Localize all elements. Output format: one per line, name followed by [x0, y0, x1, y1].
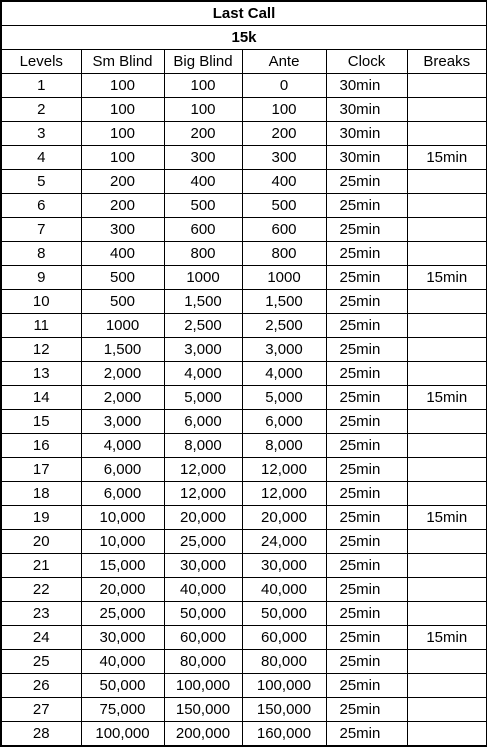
clock-cell: 25min: [326, 482, 407, 506]
sm-blind-cell: 2,000: [81, 362, 164, 386]
level-cell: 12: [1, 338, 81, 362]
header-big-blind: Big Blind: [164, 50, 242, 74]
level-cell: 24: [1, 626, 81, 650]
level-cell: 2: [1, 98, 81, 122]
clock-cell: 25min: [326, 266, 407, 290]
ante-cell: 8,000: [242, 434, 326, 458]
sm-blind-cell: 10,000: [81, 530, 164, 554]
clock-cell: 25min: [326, 314, 407, 338]
table-row: [1, 98, 487, 122]
big-blind-cell: 3,000: [164, 338, 242, 362]
sm-blind-cell: 100: [81, 74, 164, 98]
sm-blind-cell: 20,000: [81, 578, 164, 602]
sm-blind-cell: 100: [81, 98, 164, 122]
sm-blind-cell: 1,500: [81, 338, 164, 362]
level-cell: 5: [1, 170, 81, 194]
level-cell: 7: [1, 218, 81, 242]
level-cell: 19: [1, 506, 81, 530]
ante-cell: 6,000: [242, 410, 326, 434]
table-row: [1, 146, 487, 170]
level-cell: 15: [1, 410, 81, 434]
clock-cell: 25min: [326, 698, 407, 722]
sm-blind-cell: 10,000: [81, 506, 164, 530]
table-row: [1, 410, 487, 434]
breaks-cell: [407, 122, 487, 146]
ante-cell: 2,500: [242, 314, 326, 338]
big-blind-cell: 600: [164, 218, 242, 242]
ante-cell: 160,000: [242, 722, 326, 747]
ante-cell: 600: [242, 218, 326, 242]
subtitle-row: [1, 26, 487, 50]
big-blind-cell: 25,000: [164, 530, 242, 554]
table-row: [1, 290, 487, 314]
sm-blind-cell: 100,000: [81, 722, 164, 747]
big-blind-cell: 30,000: [164, 554, 242, 578]
big-blind-cell: 40,000: [164, 578, 242, 602]
level-cell: 9: [1, 266, 81, 290]
big-blind-cell: 12,000: [164, 482, 242, 506]
breaks-cell: [407, 458, 487, 482]
table-row: [1, 386, 487, 410]
ante-cell: 300: [242, 146, 326, 170]
ante-cell: 400: [242, 170, 326, 194]
table-row: [1, 362, 487, 386]
sm-blind-cell: 25,000: [81, 602, 164, 626]
breaks-cell: [407, 170, 487, 194]
clock-cell: 30min: [326, 146, 407, 170]
level-cell: 20: [1, 530, 81, 554]
breaks-cell: [407, 362, 487, 386]
level-cell: 22: [1, 578, 81, 602]
ante-cell: 60,000: [242, 626, 326, 650]
header-sm-blind: Sm Blind: [81, 50, 164, 74]
clock-cell: 25min: [326, 434, 407, 458]
sm-blind-cell: 50,000: [81, 674, 164, 698]
table-row: [1, 482, 487, 506]
sm-blind-cell: 6,000: [81, 458, 164, 482]
clock-cell: 25min: [326, 338, 407, 362]
clock-cell: 25min: [326, 290, 407, 314]
sm-blind-cell: 100: [81, 146, 164, 170]
sm-blind-cell: 3,000: [81, 410, 164, 434]
ante-cell: 24,000: [242, 530, 326, 554]
big-blind-cell: 60,000: [164, 626, 242, 650]
ante-cell: 40,000: [242, 578, 326, 602]
ante-cell: 50,000: [242, 602, 326, 626]
sm-blind-cell: 200: [81, 170, 164, 194]
header-breaks: Breaks: [407, 50, 487, 74]
ante-cell: 80,000: [242, 650, 326, 674]
big-blind-cell: 300: [164, 146, 242, 170]
level-cell: 6: [1, 194, 81, 218]
clock-cell: 25min: [326, 170, 407, 194]
level-cell: 14: [1, 386, 81, 410]
clock-cell: 25min: [326, 578, 407, 602]
table-row: [1, 74, 487, 98]
clock-cell: 30min: [326, 74, 407, 98]
ante-cell: 3,000: [242, 338, 326, 362]
table-row: [1, 122, 487, 146]
breaks-cell: [407, 194, 487, 218]
breaks-cell: 15min: [407, 146, 487, 170]
table-row: [1, 314, 487, 338]
ante-cell: 500: [242, 194, 326, 218]
breaks-cell: [407, 74, 487, 98]
table-row: [1, 194, 487, 218]
ante-cell: 1000: [242, 266, 326, 290]
table-row: [1, 506, 487, 530]
level-cell: 13: [1, 362, 81, 386]
big-blind-cell: 1,500: [164, 290, 242, 314]
ante-cell: 20,000: [242, 506, 326, 530]
sm-blind-cell: 500: [81, 290, 164, 314]
table-row: [1, 698, 487, 722]
clock-cell: 25min: [326, 626, 407, 650]
level-cell: 16: [1, 434, 81, 458]
ante-cell: 200: [242, 122, 326, 146]
table-subtitle: 15k: [1, 26, 487, 50]
level-cell: 1: [1, 74, 81, 98]
ante-cell: 4,000: [242, 362, 326, 386]
table-row: [1, 650, 487, 674]
big-blind-cell: 200,000: [164, 722, 242, 747]
sm-blind-cell: 40,000: [81, 650, 164, 674]
breaks-cell: [407, 290, 487, 314]
clock-cell: 25min: [326, 602, 407, 626]
breaks-cell: [407, 218, 487, 242]
table-row: [1, 242, 487, 266]
big-blind-cell: 6,000: [164, 410, 242, 434]
big-blind-cell: 20,000: [164, 506, 242, 530]
breaks-cell: 15min: [407, 266, 487, 290]
big-blind-cell: 80,000: [164, 650, 242, 674]
level-cell: 28: [1, 722, 81, 747]
header-levels: Levels: [1, 50, 81, 74]
level-cell: 21: [1, 554, 81, 578]
sm-blind-cell: 15,000: [81, 554, 164, 578]
ante-cell: 1,500: [242, 290, 326, 314]
big-blind-cell: 400: [164, 170, 242, 194]
breaks-cell: [407, 674, 487, 698]
clock-cell: 25min: [326, 458, 407, 482]
level-cell: 4: [1, 146, 81, 170]
big-blind-cell: 12,000: [164, 458, 242, 482]
sm-blind-cell: 6,000: [81, 482, 164, 506]
table-row: [1, 722, 487, 747]
clock-cell: 25min: [326, 386, 407, 410]
level-cell: 25: [1, 650, 81, 674]
table-row: [1, 266, 487, 290]
sm-blind-cell: 400: [81, 242, 164, 266]
big-blind-cell: 100,000: [164, 674, 242, 698]
big-blind-cell: 1000: [164, 266, 242, 290]
ante-cell: 12,000: [242, 458, 326, 482]
breaks-cell: [407, 410, 487, 434]
table-row: [1, 602, 487, 626]
level-cell: 3: [1, 122, 81, 146]
clock-cell: 30min: [326, 122, 407, 146]
ante-cell: 100,000: [242, 674, 326, 698]
table-row: [1, 218, 487, 242]
sm-blind-cell: 75,000: [81, 698, 164, 722]
big-blind-cell: 200: [164, 122, 242, 146]
clock-cell: 30min: [326, 98, 407, 122]
breaks-cell: [407, 530, 487, 554]
ante-cell: 100: [242, 98, 326, 122]
clock-cell: 25min: [326, 650, 407, 674]
clock-cell: 25min: [326, 506, 407, 530]
level-cell: 11: [1, 314, 81, 338]
ante-cell: 150,000: [242, 698, 326, 722]
breaks-cell: [407, 338, 487, 362]
table-row: [1, 458, 487, 482]
breaks-cell: [407, 242, 487, 266]
header-ante: Ante: [242, 50, 326, 74]
big-blind-cell: 150,000: [164, 698, 242, 722]
title-row: [1, 1, 487, 26]
level-cell: 8: [1, 242, 81, 266]
level-cell: 18: [1, 482, 81, 506]
ante-cell: 5,000: [242, 386, 326, 410]
clock-cell: 25min: [326, 362, 407, 386]
table-row: [1, 578, 487, 602]
breaks-cell: [407, 722, 487, 747]
table-row: [1, 338, 487, 362]
level-cell: 17: [1, 458, 81, 482]
clock-cell: 25min: [326, 410, 407, 434]
breaks-cell: [407, 554, 487, 578]
header-clock: Clock: [326, 50, 407, 74]
big-blind-cell: 500: [164, 194, 242, 218]
big-blind-cell: 50,000: [164, 602, 242, 626]
level-cell: 26: [1, 674, 81, 698]
table-row: [1, 530, 487, 554]
level-cell: 23: [1, 602, 81, 626]
table-row: [1, 626, 487, 650]
ante-cell: 30,000: [242, 554, 326, 578]
clock-cell: 25min: [326, 530, 407, 554]
breaks-cell: 15min: [407, 626, 487, 650]
clock-cell: 25min: [326, 674, 407, 698]
big-blind-cell: 100: [164, 74, 242, 98]
level-cell: 10: [1, 290, 81, 314]
table-title: Last Call: [1, 1, 487, 26]
big-blind-cell: 4,000: [164, 362, 242, 386]
clock-cell: 25min: [326, 194, 407, 218]
clock-cell: 25min: [326, 218, 407, 242]
ante-cell: 0: [242, 74, 326, 98]
sm-blind-cell: 2,000: [81, 386, 164, 410]
table-body: [1, 74, 487, 747]
sm-blind-cell: 300: [81, 218, 164, 242]
sm-blind-cell: 1000: [81, 314, 164, 338]
header-row: [1, 50, 487, 74]
level-cell: 27: [1, 698, 81, 722]
breaks-cell: [407, 482, 487, 506]
clock-cell: 25min: [326, 722, 407, 747]
breaks-cell: [407, 650, 487, 674]
sm-blind-cell: 30,000: [81, 626, 164, 650]
sm-blind-cell: 100: [81, 122, 164, 146]
ante-cell: 12,000: [242, 482, 326, 506]
big-blind-cell: 100: [164, 98, 242, 122]
ante-cell: 800: [242, 242, 326, 266]
table-row: [1, 170, 487, 194]
big-blind-cell: 5,000: [164, 386, 242, 410]
big-blind-cell: 8,000: [164, 434, 242, 458]
sm-blind-cell: 4,000: [81, 434, 164, 458]
breaks-cell: [407, 578, 487, 602]
table-row: [1, 674, 487, 698]
breaks-cell: [407, 98, 487, 122]
sm-blind-cell: 500: [81, 266, 164, 290]
breaks-cell: [407, 698, 487, 722]
breaks-cell: [407, 602, 487, 626]
table-row: [1, 554, 487, 578]
clock-cell: 25min: [326, 242, 407, 266]
big-blind-cell: 800: [164, 242, 242, 266]
sm-blind-cell: 200: [81, 194, 164, 218]
breaks-cell: [407, 434, 487, 458]
breaks-cell: [407, 314, 487, 338]
breaks-cell: 15min: [407, 386, 487, 410]
breaks-cell: 15min: [407, 506, 487, 530]
clock-cell: 25min: [326, 554, 407, 578]
table-row: [1, 434, 487, 458]
big-blind-cell: 2,500: [164, 314, 242, 338]
